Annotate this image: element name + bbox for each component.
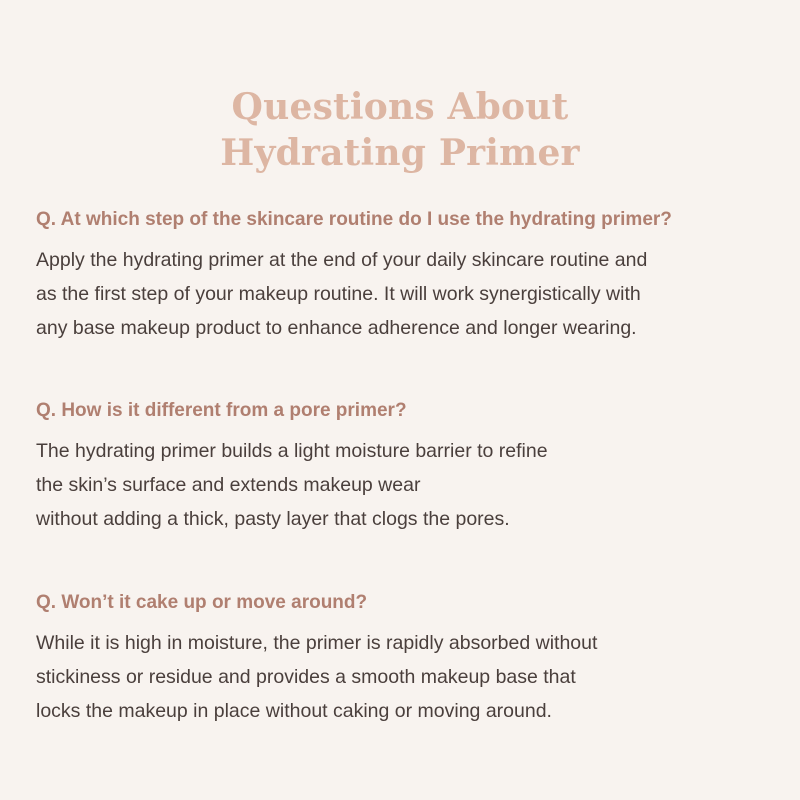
faq-answer xyxy=(36,243,766,345)
faq-answer-line: While it is high in moisture, the primer is rapidly absorbed without xyxy=(36,632,598,654)
page-title-line-2: Hydrating Primer xyxy=(220,132,580,175)
faq-answer xyxy=(36,626,766,728)
page-title-line-1: Questions About xyxy=(231,86,569,129)
faq-question: Q. Won’t it cake up or move around? xyxy=(36,592,368,613)
faq-answer-line: as the first step of your makeup routine. It will work synergistically with xyxy=(36,283,641,305)
faq-question: Q. At which step of the skincare routine do I use the hydrating primer? xyxy=(36,209,672,230)
faq-question: Q. How is it different from a pore primer? xyxy=(36,400,407,421)
faq-item-pore-primer-difference xyxy=(36,398,766,536)
faq-answer-line: locks the makeup in place without caking or moving around. xyxy=(36,700,552,722)
page-title xyxy=(0,84,800,176)
faq-item-step-in-routine xyxy=(36,207,766,345)
faq-answer-line: The hydrating primer builds a light moisture barrier to refine xyxy=(36,440,548,462)
faq-answer xyxy=(36,434,766,536)
faq-answer-line: without adding a thick, pasty layer that clogs the pores. xyxy=(36,508,510,530)
faq-answer-line: the skin’s surface and extends makeup wear xyxy=(36,474,421,496)
faq-answer-line: stickiness or residue and provides a smooth makeup base that xyxy=(36,666,576,688)
faq-answer-line: Apply the hydrating primer at the end of your daily skincare routine and xyxy=(36,249,648,271)
faq-item-caking xyxy=(36,590,766,728)
faq-answer-line: any base makeup product to enhance adherence and longer wearing. xyxy=(36,317,637,339)
